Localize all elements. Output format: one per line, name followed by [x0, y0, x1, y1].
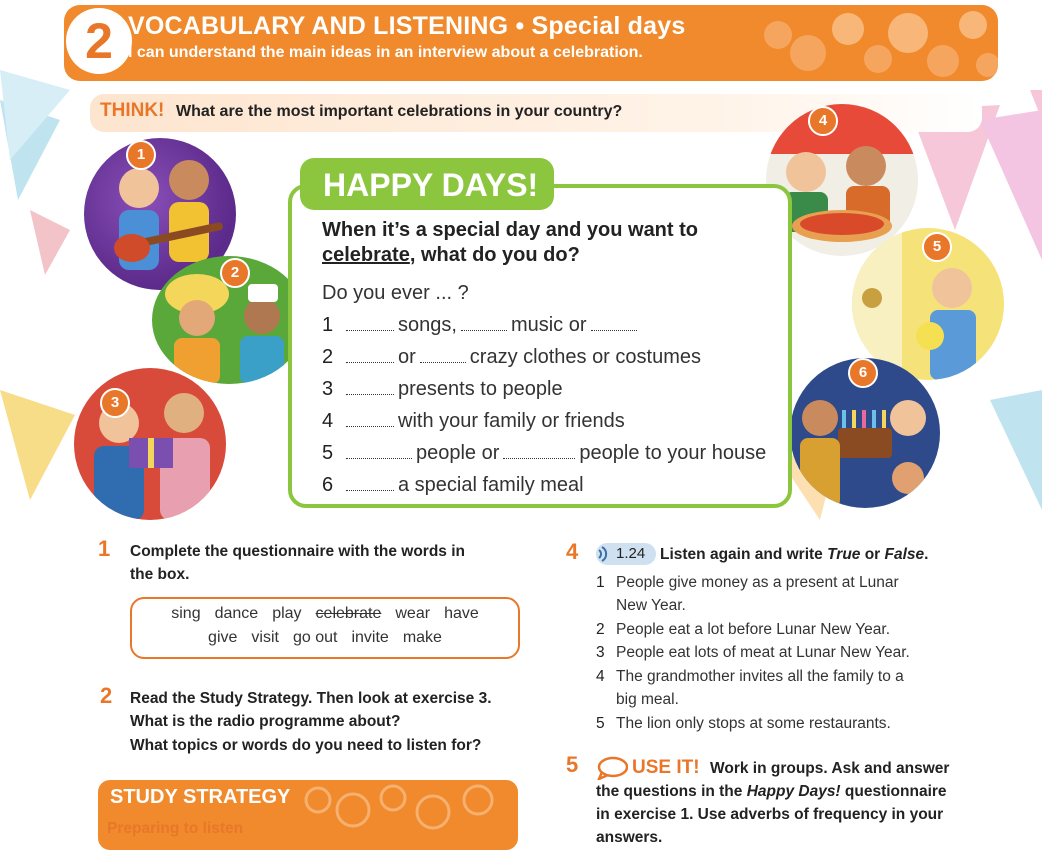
exercise-4-instruction — [660, 543, 928, 566]
bubble-pattern-decoration — [298, 780, 518, 840]
question-item-3 — [322, 378, 563, 401]
intro-rest: , what do you do? — [409, 244, 580, 266]
item-number: 1 — [596, 574, 605, 591]
word-have: have — [444, 605, 479, 622]
item-number: 5 — [322, 442, 334, 464]
answer-blank[interactable] — [346, 442, 412, 459]
questionnaire-lead: Do you ever ... ? — [322, 282, 469, 304]
answer-blank[interactable] — [503, 442, 575, 459]
bunting-top-left — [0, 70, 100, 160]
word-visit: visit — [251, 629, 279, 646]
exercise-2-number: 2 — [100, 683, 113, 708]
answer-blank[interactable] — [346, 346, 394, 363]
item-number: 5 — [596, 715, 605, 732]
photo-badge-4: 4 — [808, 106, 838, 136]
questionnaire-title: HAPPY DAYS! — [323, 167, 539, 203]
item-text: The lion only stops at some restaurants. — [616, 715, 891, 732]
item-text: crazy clothes or costumes — [469, 346, 701, 368]
word-dance: dance — [214, 605, 259, 622]
answer-blank[interactable] — [346, 378, 394, 395]
line-text: questionnaire — [840, 783, 947, 800]
photo-badge-2: 2 — [220, 258, 250, 288]
or-word: or — [860, 546, 885, 563]
word-play: play — [272, 605, 302, 622]
exercise-1-number: 1 — [98, 536, 111, 561]
word-sing: sing — [171, 605, 201, 622]
item-text: big meal. — [616, 691, 679, 708]
tf-item-5 — [596, 712, 891, 735]
item-text: music or — [510, 314, 587, 336]
question-item-6 — [322, 474, 584, 497]
item-number: 4 — [596, 668, 605, 685]
answer-blank[interactable] — [346, 474, 394, 491]
photo-badge-5: 5 — [922, 232, 952, 262]
answer-blank[interactable] — [461, 314, 507, 331]
word-box-row-1 — [130, 605, 520, 623]
item-number: 2 — [322, 346, 334, 368]
section-topic: Special days — [531, 12, 686, 40]
item-text: a special family meal — [398, 474, 584, 496]
think-label: THINK! — [100, 100, 165, 121]
study-strategy-subtitle: Preparing to listen — [107, 820, 244, 837]
photo-badge-3: 3 — [100, 388, 130, 418]
true-word: True — [827, 546, 861, 563]
answer-blank[interactable] — [420, 346, 466, 363]
photo-badge-1: 1 — [126, 140, 156, 170]
item-number: 2 — [596, 621, 605, 638]
item-number: 3 — [322, 378, 334, 400]
tf-item-1-continued — [616, 594, 686, 617]
use-it-label: USE IT! — [632, 757, 700, 778]
exercise-5-line3: in exercise 1. Use adverbs of frequency in your — [596, 806, 944, 823]
line-text: the questions in the — [596, 783, 747, 800]
questionnaire-name: Happy Days! — [746, 783, 841, 800]
item-text: with your family or friends — [398, 410, 625, 432]
item-text: New Year. — [616, 597, 686, 614]
think-question: What are the most important celebrations in your country? — [176, 103, 623, 120]
exercise-5-line4: answers. — [596, 829, 663, 846]
item-text: songs, — [398, 314, 457, 336]
item-number: 4 — [322, 410, 334, 432]
instruction-end: . — [924, 546, 929, 563]
word-celebrate-crossed: celebrate — [315, 605, 382, 622]
false-word: False — [884, 546, 925, 563]
underlined-word: celebrate — [322, 244, 410, 266]
learning-objective: I can understand the main ideas in an interview about a celebration. — [128, 44, 643, 61]
item-number: 3 — [596, 644, 605, 661]
word-invite: invite — [351, 629, 389, 646]
exercise-5-line2 — [596, 780, 947, 803]
answer-blank[interactable] — [591, 314, 637, 331]
tf-item-1 — [596, 571, 899, 594]
question-item-5 — [322, 442, 766, 465]
speech-bubble-icon — [596, 756, 628, 780]
people-giving-presents-illustration — [74, 368, 226, 520]
photo-badge-6: 6 — [848, 358, 878, 388]
word-wear: wear — [395, 605, 431, 622]
instruction-text: Listen again and write — [660, 546, 828, 563]
section-name: VOCABULARY AND LISTENING — [128, 12, 509, 40]
bubble-pattern-decoration — [738, 5, 998, 81]
word-box-row-2 — [130, 629, 520, 647]
item-text: The grandmother invites all the family to a — [616, 668, 904, 685]
exercise-4-number: 4 — [566, 539, 579, 564]
exercise-1-instruction-line1: Complete the questionnaire with the words in — [130, 543, 465, 560]
tf-item-2 — [596, 618, 890, 641]
word-give: give — [208, 629, 238, 646]
exercise-2-line2: What is the radio programme about? — [130, 713, 401, 730]
exercise-1-instruction-line2: the box. — [130, 566, 190, 583]
questionnaire-intro-line2 — [322, 244, 580, 267]
exercise-2-line3: What topics or words do you need to listen for? — [130, 737, 482, 754]
question-item-4 — [322, 410, 625, 433]
study-strategy-title: STUDY STRATEGY — [110, 786, 291, 808]
questionnaire-intro-line1: When it’s a special day and you want to — [322, 219, 698, 241]
exercise-5-line1: Work in groups. Ask and answer — [710, 760, 950, 777]
item-text: People give money as a present at Lunar — [616, 574, 899, 591]
title-separator: • — [515, 12, 525, 40]
section-title — [128, 12, 685, 41]
item-text: presents to people — [398, 378, 563, 400]
unit-number-badge: 2 — [66, 8, 132, 74]
item-number: 1 — [322, 314, 334, 336]
tf-item-4-continued — [616, 688, 679, 711]
exercise-2-line1: Read the Study Strategy. Then look at exercise 3. — [130, 690, 492, 707]
photo-presents — [74, 368, 226, 520]
word-go-out: go out — [292, 629, 338, 646]
exercise-5-number: 5 — [566, 752, 579, 777]
item-text: People eat a lot before Lunar New Year. — [616, 621, 891, 638]
word-make: make — [402, 629, 442, 646]
item-number: 6 — [322, 474, 334, 496]
question-item-1 — [322, 314, 641, 337]
tf-item-3 — [596, 641, 910, 664]
tf-item-4 — [596, 665, 904, 688]
answer-blank[interactable] — [346, 410, 394, 427]
audio-track-number: 1.24 — [616, 545, 646, 562]
item-text: people or — [416, 442, 500, 464]
question-item-2 — [322, 346, 701, 369]
item-text: or — [398, 346, 416, 368]
item-text: People eat lots of meat at Lunar New Year. — [616, 644, 910, 661]
answer-blank[interactable] — [346, 314, 394, 331]
audio-icon — [597, 545, 613, 563]
item-text: people to your house — [579, 442, 767, 464]
